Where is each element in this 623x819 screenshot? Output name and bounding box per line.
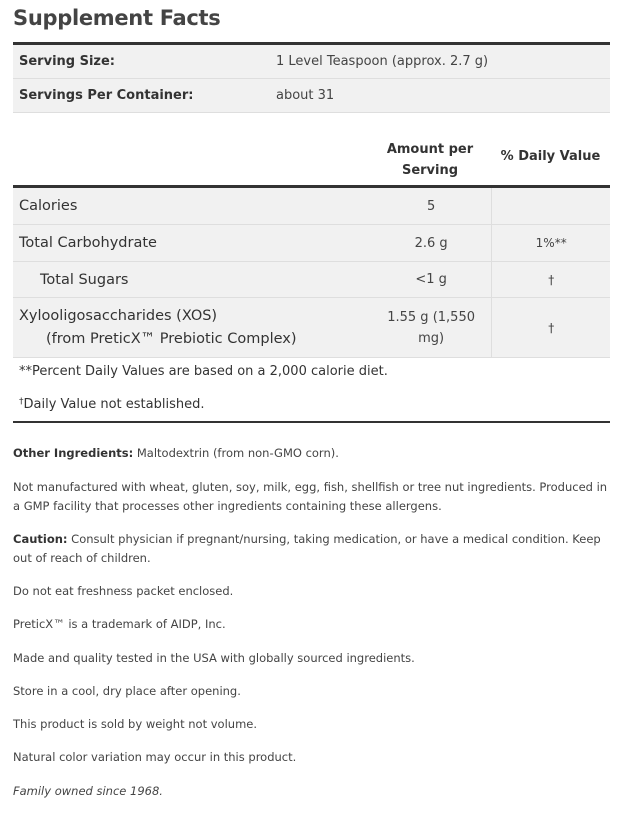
made-in-usa-note: Made and quality tested in the USA with globally sourced ingredients. [13,651,415,665]
nutrient-amount: 2.6 g [414,235,448,251]
daily-value-header: % Daily Value [500,149,601,164]
table-row [13,188,610,225]
serving-size-row [13,45,610,79]
nutrient-subname: (from PreticX™ Prebiotic Complex) [46,330,297,347]
dagger-symbol: † [19,397,24,407]
weight-note: This product is sold by weight not volume. [13,717,257,731]
nutrient-amount-line2: mg) [418,330,445,346]
color-variation-note: Natural color variation may occur in this product. [13,750,297,764]
nutrient-daily-value [491,188,610,224]
allergen-note: Not manufactured with wheat, gluten, soy, milk, egg, fish, shellfish or tree nut ingredients. Produced in a GMP facility that processes other ingredients containing these allergens. [13,480,608,513]
nutrient-name: Total Carbohydrate [19,235,157,251]
caution-label: Caution: [13,532,68,546]
table-row [13,225,610,262]
nutrient-name: Xylooligosaccharides (XOS) [19,307,218,324]
freshness-note: Do not eat freshness packet enclosed. [13,584,234,598]
servings-per-container-label: Servings Per Container: [19,88,194,103]
nutrient-amount [371,298,492,357]
nutrient-daily-value: 1%** [491,225,610,261]
amount-per-serving-header [377,139,483,181]
nutrient-name-cell [13,262,371,297]
family-owned-text: Family owned since 1968. [13,784,163,798]
page-title: Supplement Facts [13,6,221,30]
serving-info-table [13,42,610,113]
amount-header-line2: Serving [401,163,459,178]
amount-header-line1: Amount per [386,142,474,157]
table-row [13,298,610,358]
serving-size-value: 1 Level Teaspoon (approx. 2.7 g) [276,54,489,69]
nutrient-amount: <1 g [415,272,447,287]
nutrient-amount: 5 [426,198,436,214]
servings-per-container-value: about 31 [276,88,335,103]
nutrient-table [13,185,610,358]
dv-not-established-footnote [13,397,204,412]
other-ingredients-label: Other Ingredients: [13,446,134,460]
nutrient-name: Calories [19,198,78,214]
servings-per-container-row [13,79,610,113]
caution-text: Consult physician if pregnant/nursing, taking medication, or have a medical condition. Keep out of reach of children. [13,532,601,565]
family-owned-note [13,782,610,801]
nutrient-table-header [13,136,610,184]
nutrient-name-cell [13,298,371,357]
storage-note: Store in a cool, dry place after opening. [13,684,241,698]
nutrient-daily-value: † [491,298,610,357]
table-row [13,262,610,298]
other-ingredients-text: Maltodextrin (from non-GMO corn). [133,446,339,460]
trademark-note: PreticX™ is a trademark of AIDP, Inc. [13,617,226,631]
percent-dv-footnote: **Percent Daily Values are based on a 2,000 calorie diet. [19,364,388,379]
dv-not-established-text: Daily Value not established. [23,397,205,412]
serving-size-label: Serving Size: [19,54,116,69]
caution-note [13,530,610,568]
section-divider [13,421,610,423]
nutrient-amount-line1: 1.55 g (1,550 [387,309,475,325]
nutrient-name: Total Sugars [40,271,129,288]
nutrient-daily-value: † [491,262,610,297]
other-ingredients [13,444,610,463]
